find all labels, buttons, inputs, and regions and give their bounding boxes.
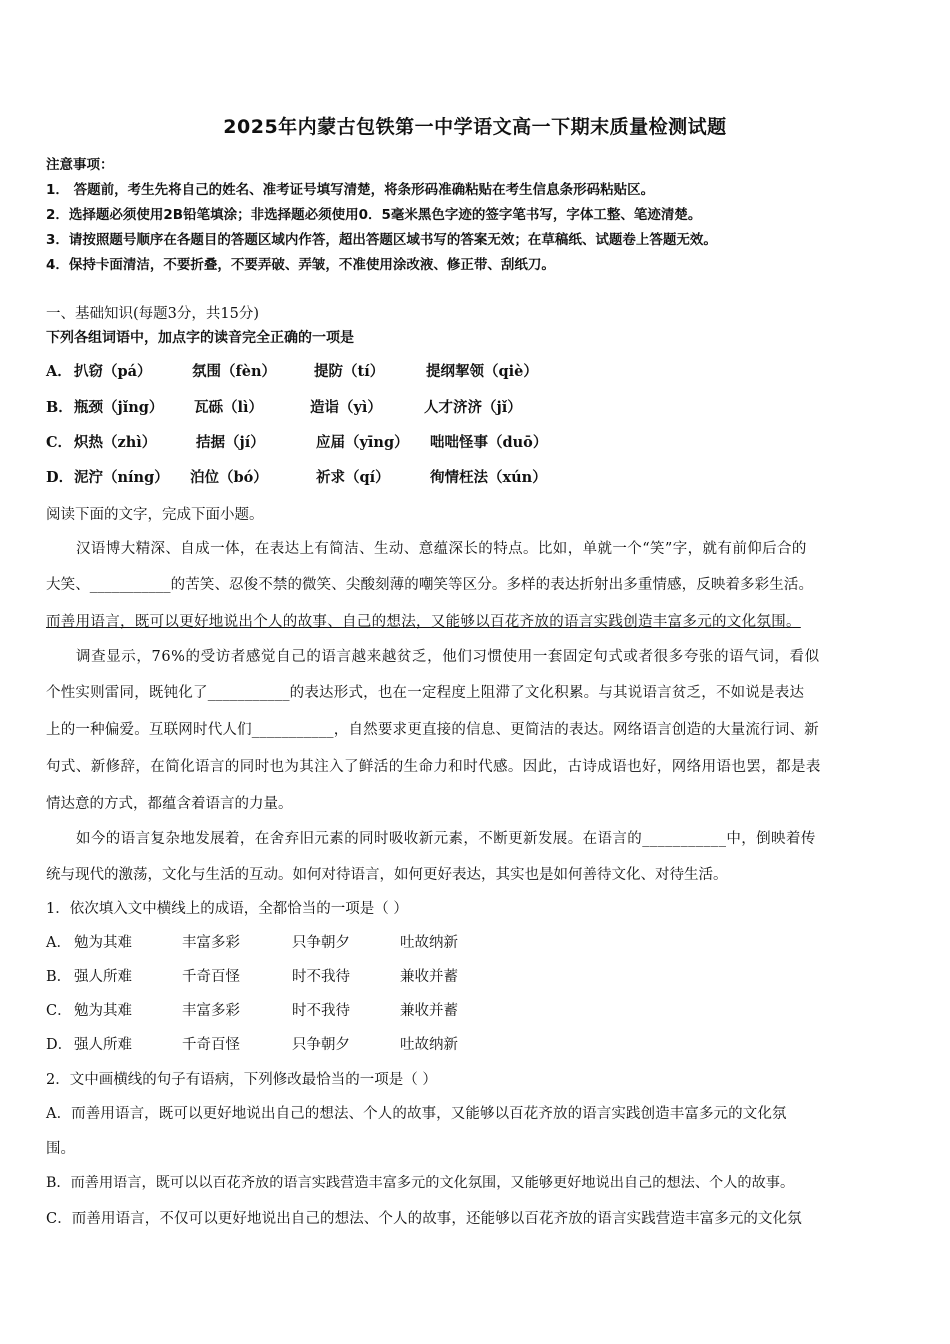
option-word: 应届（yīng） [316, 434, 409, 451]
option-word: 丰富多彩 [182, 935, 240, 951]
q0-stem: 下列各组词语中，加点字的读音完全正确的一项是 [46, 330, 354, 346]
option-word: 提纲挈领（qiè） [426, 363, 538, 380]
option-word: 氛围（fèn） [192, 363, 277, 380]
option-word: 瓶颈（jǐng） [74, 399, 164, 416]
option-word: 炽热（zhì） [74, 434, 157, 451]
q0-option-a [46, 360, 538, 381]
q0-option-b [46, 396, 522, 417]
q2-option-a: A．而善用语言，既可以更好地说出自己的想法、个人的故事，又能够以百花齐放的语言实践创造丰富多元的文化氛 [46, 1106, 787, 1122]
passage-line: 调查显示，76%的受访者感觉自己的语言越来越贫乏，他们习惯使用一套固定句式或者很多夸张的语气词，看似 [76, 649, 820, 665]
option-label: A． [46, 363, 72, 380]
option-word: 强人所难 [74, 1037, 132, 1053]
option-word: 强人所难 [74, 969, 132, 985]
q2-stem: 2．文中画横线的句子有语病，下列修改最恰当的一项是（ ） [46, 1072, 437, 1088]
q1-option-d [46, 1033, 458, 1054]
option-label: B． [46, 969, 72, 985]
option-word: 咄咄怪事（duō） [430, 434, 548, 451]
q1-stem: 1．依次填入文中横线上的成语，全都恰当的一项是（ ） [46, 901, 408, 917]
option-word: 人才济济（jǐ） [424, 399, 522, 416]
option-word: 千奇百怪 [182, 1037, 240, 1053]
passage-line: 如今的语言复杂地发展着，在舍弃旧元素的同时吸收新元素，不断更新发展。在语言的___________中，倒映着传 [76, 831, 816, 847]
q2-option-a-cont: 围。 [46, 1141, 75, 1157]
page-title: 2025年内蒙古包铁第一中学语文高一下期末质量检测试题 [223, 116, 727, 138]
passage-line: 上的一种偏爱。互联网时代人们___________，自然要求更直接的信息、更简洁的表达。网络语言创造的大量流行词、新 [46, 722, 819, 738]
q1-option-c [46, 999, 458, 1020]
notice-item-4: 4．保持卡面清洁，不要折叠，不要弄破、弄皱，不准使用涂改液、修正带、刮纸刀。 [46, 257, 555, 273]
option-word: 勉为其难 [74, 935, 132, 951]
option-word: 瓦砾（lì） [194, 399, 264, 416]
option-label: A． [46, 935, 71, 951]
notice-item-2: 2．选择题必须使用2B铅笔填涂；非选择题必须使用0．5毫米黑色字迹的签字笔书写，字体工整、笔迹清楚。 [46, 207, 702, 223]
option-word: 只争朝夕 [292, 935, 350, 951]
option-word: 兼收并蓄 [400, 969, 458, 985]
option-label: B． [46, 399, 73, 416]
option-word: 勉为其难 [74, 1003, 132, 1019]
option-word: 丰富多彩 [182, 1003, 240, 1019]
q0-option-d [46, 466, 547, 487]
option-word: 时不我待 [292, 1003, 350, 1019]
notice-item-3: 3．请按照题号顺序在各题目的答题区域内作答，超出答题区域书写的答案无效；在草稿纸、试题卷上答题无效。 [46, 232, 717, 248]
option-word: 时不我待 [292, 969, 350, 985]
option-word: 泊位（bó） [190, 469, 268, 486]
passage-line: 个性实则雷同，既钝化了___________的表达形式，也在一定程度上阻滞了文化积累。与其说语言贫乏，不如说是表达 [46, 685, 805, 701]
reading-intro: 阅读下面的文字，完成下面小题。 [46, 507, 264, 523]
section-heading: 一、基础知识(每题3分，共15分) [46, 306, 259, 322]
option-label: D． [46, 1037, 73, 1053]
option-label: D． [46, 469, 74, 486]
option-word: 徇情枉法（xún） [430, 469, 547, 486]
option-word: 造诣（yì） [310, 399, 382, 416]
underlined-sentence: 而善用语言，既可以更好地说出个人的故事、自己的想法，又能够以百花齐放的语言实践创造丰富多元的文化氛围。 [46, 614, 801, 630]
option-word: 吐故纳新 [400, 1037, 458, 1053]
option-word: 兼收并蓄 [400, 1003, 458, 1019]
option-word: 祈求（qí） [316, 469, 390, 486]
option-word: 泥泞（níng） [74, 469, 169, 486]
passage-line: 情达意的方式，都蕴含着语言的力量。 [46, 796, 293, 812]
option-word: 只争朝夕 [292, 1037, 350, 1053]
option-label: C． [46, 434, 73, 451]
q1-option-a [46, 931, 458, 952]
q2-option-c: C．而善用语言，不仅可以更好地说出自己的想法、个人的故事，还能够以百花齐放的语言实践营造丰富多元的文化氛 [46, 1211, 802, 1227]
notice-item-1: 1． 答题前，考生先将自己的姓名、准考证号填写清楚，将条形码准确粘贴在考生信息条形码粘贴区。 [46, 182, 655, 198]
passage-line: 统与现代的激荡，文化与生活的互动。如何对待语言，如何更好表达，其实也是如何善待文化、对待生活。 [46, 867, 728, 883]
option-word: 千奇百怪 [182, 969, 240, 985]
option-word: 吐故纳新 [400, 935, 458, 951]
passage-line: 句式、新修辞，在简化语言的同时也为其注入了鲜活的生命力和时代感。因此，古诗成语也好，网络用语也罢，都是表 [46, 759, 821, 775]
option-label: C． [46, 1003, 72, 1019]
q0-option-c [46, 431, 547, 452]
option-word: 拮据（jí） [196, 434, 265, 451]
q2-option-b: B．而善用语言，既可以以百花齐放的语言实践营造丰富多元的文化氛围，又能够更好地说出自己的想法、个人的故事。 [46, 1175, 795, 1191]
option-word: 提防（tí） [314, 363, 385, 380]
option-word: 扒窃（pá） [74, 363, 152, 380]
notice-heading: 注意事项： [46, 157, 114, 173]
passage-line: 大笑、___________的苦笑、忍俊不禁的微笑、尖酸刻薄的嘲笑等区分。多样的表达折射出多重情感，反映着多彩生活。 [46, 577, 814, 593]
q1-option-b [46, 965, 458, 986]
passage-line: 汉语博大精深、自成一体，在表达上有简洁、生动、意蕴深长的特点。比如，单就一个“笑”字，就有前仰后合的 [76, 541, 807, 557]
